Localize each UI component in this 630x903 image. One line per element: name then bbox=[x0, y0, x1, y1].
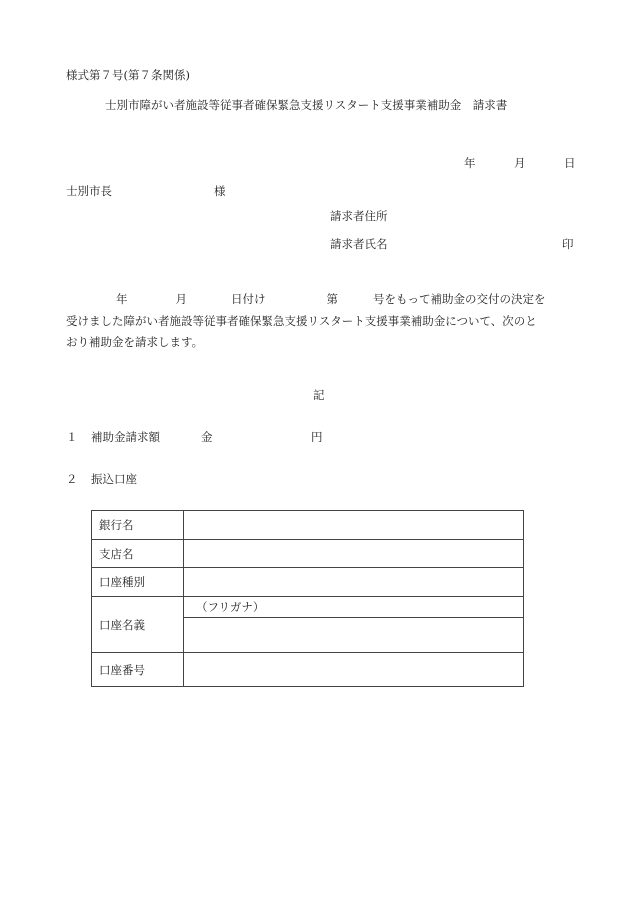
table-row bbox=[92, 597, 524, 618]
date-month-label: 月 bbox=[514, 156, 526, 170]
date-year-label: 年 bbox=[464, 156, 476, 170]
body-dai: 第 bbox=[326, 292, 338, 306]
bank-account-table bbox=[91, 510, 524, 687]
account-type-field[interactable] bbox=[184, 568, 524, 597]
paragraph-line-2: 受けました障がい者施設等従事者確保緊急支援リスタート支援事業補助金について、次のと bbox=[66, 313, 537, 328]
item1-kin: 金 bbox=[201, 430, 213, 444]
requester-name-label: 請求者氏名 bbox=[330, 237, 388, 251]
paragraph-line-3: おり補助金を請求します。 bbox=[66, 335, 204, 349]
table-row bbox=[92, 568, 524, 597]
addressee-honorific: 様 bbox=[214, 184, 226, 198]
table-row bbox=[92, 653, 524, 687]
bank-name-label: 銀行名 bbox=[92, 511, 184, 540]
account-holder-label: 口座名義 bbox=[92, 597, 184, 653]
item1-label: 補助金請求額 bbox=[91, 430, 160, 444]
account-number-label: 口座番号 bbox=[92, 653, 184, 687]
requester-address-label: 請求者住所 bbox=[330, 209, 388, 223]
item1-number: １ bbox=[66, 430, 78, 444]
addressee-name: 士別市長 bbox=[66, 184, 112, 198]
branch-name-field[interactable] bbox=[184, 540, 524, 568]
item1-yen: 円 bbox=[311, 430, 323, 444]
request-paragraph bbox=[66, 289, 586, 354]
seal-mark: 印 bbox=[562, 237, 574, 251]
account-type-label: 口座種別 bbox=[92, 568, 184, 597]
item2-label: 振込口座 bbox=[91, 472, 137, 486]
item2-number: ２ bbox=[66, 472, 78, 486]
table-row bbox=[92, 540, 524, 568]
body-rest-line1: 号をもって補助金の交付の決定を bbox=[373, 292, 546, 306]
document-title: 士別市障がい者施設等従事者確保緊急支援リスタート支援事業補助金 請求書 bbox=[105, 98, 508, 112]
branch-name-label: 支店名 bbox=[92, 540, 184, 568]
body-month: 月 bbox=[175, 292, 187, 306]
ki-heading: 記 bbox=[313, 388, 325, 402]
account-holder-field[interactable] bbox=[184, 618, 524, 653]
body-year: 年 bbox=[116, 292, 128, 306]
furigana-field[interactable]: （フリガナ） bbox=[184, 597, 524, 618]
account-number-field[interactable] bbox=[184, 653, 524, 687]
table-row bbox=[92, 511, 524, 540]
paragraph-line-1 bbox=[66, 289, 586, 311]
bank-name-field[interactable] bbox=[184, 511, 524, 540]
form-number: 様式第７号(第７条関係) bbox=[66, 68, 190, 82]
body-dated: 日付け bbox=[231, 292, 266, 306]
date-day-label: 日 bbox=[564, 156, 576, 170]
